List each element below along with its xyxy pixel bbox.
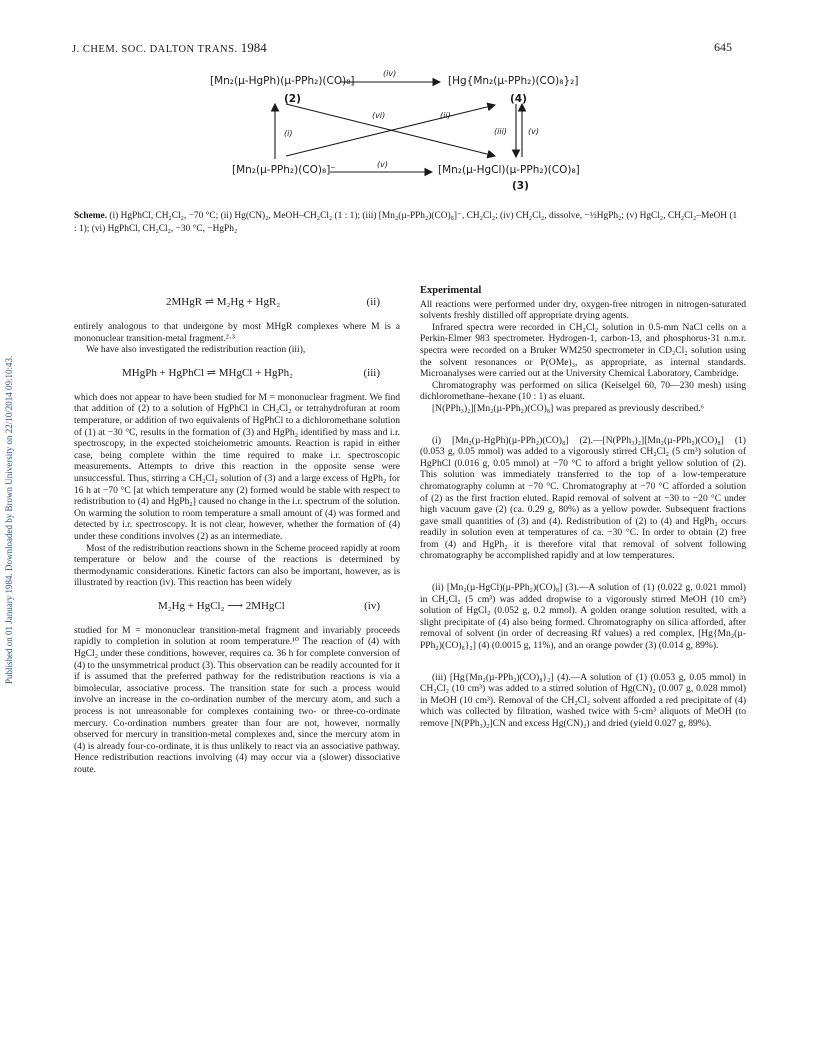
compound-4: [Hg{Mn₂(µ-PPh₂)(CO)₈}₂] <box>448 75 579 87</box>
equation-iv <box>74 589 400 625</box>
reaction-label-iv: (iv) <box>383 69 397 78</box>
reaction-label-v-vertical: (v) <box>528 127 539 136</box>
page-number: 645 <box>714 40 732 54</box>
reaction-label-ii: (ii) <box>440 111 451 120</box>
scheme-caption <box>74 210 742 235</box>
equation-iii-expression: MHgPh + HgPhCl ⇌ MHgCl + HgPh₂ <box>122 366 293 379</box>
journal-title: J. CHEM. SOC. DALTON TRANS. 1984 <box>72 40 267 55</box>
compound-1: [Mn₂(µ-PPh₂)(CO)₈]⁻ <box>232 164 336 176</box>
caption-text: (i) HgPhCl, CH₂Cl₂, −70 °C; (ii) Hg(CN)₂, MeOH–CH₂Cl₂ (1 : 1); (iii) [Mn₂(µ-PPh₂)(CO)₈]⁻, CH₂Cl₂; (iv) CH₂Cl₂, dissolve, −½HgPh₂; (v) HgCl₂, CH₂Cl₂–MeOH (1 : 1); (vi) HgPhCl, CH₂Cl₂, −30 °C, −HgPh₂ <box>74 211 738 234</box>
paragraph: All reactions were performed under dry, oxygen-free nitrogen in nitrogen-saturated solvents freshly distilled off appropriate drying agents. <box>420 298 746 322</box>
paragraph: (i) [Mn₂(µ-HgPh)(µ-PPh₂)(CO)₈] (2).—[N(PPh₃)₂][Mn₂(µ-PPh₂)(CO)₈] (1) (0.053 g, 0.05 mmol) was added to a vigorously stirred CH₂Cl₂ (5 cm³) solution of HgPhCl (0.016 g, 0.05 mmol) at −70 °C to afford a bright yellow solution of (2). This solution was immediately transferred to the top of a low-temperature chromatography column at −70 °C. Chromatography at −70 °C afforded a solution of (2) as the first fraction eluted. Rapid removal of solvent at −30 to −20 °C under high vacuum gave (2) (ca. 0.29 g, 80%) as a yellow powder. Subsequent fractions gave small quantities of (3) and (4). Redistribution of (2) to (4) and HgPh₂ occurs readily in solution even at temperatures of ca. −30 °C. In order to obtain (2) free from (4) and HgPh₂ it is therefore vital that removal of solvent following chromatography be accomplished rapidly and at low temperatures. <box>420 434 746 562</box>
equation-iii <box>74 356 400 392</box>
paragraph: (iii) [Hg{Mn₂(µ-PPh₂)(CO)₈}₂] (4).—A solution of (1) (0.053 g, 0.05 mmol) in CH₂Cl₂ (10 cm³) was added to a stirred solution of Hg(CN)₂ (0.007 g, 0.028 mmol) in MeOH (10 cm³). Removal of the CH₂Cl₂ solvent afforded a red precipitate of (4) which was collected by filtration, washed twice with 5-cm³ aliquots of MeOH (to remove [N(PPh₃)₂]CN and excess Hg(CN)₂) and dried (yield 0.027 g, 89%). <box>420 671 746 729</box>
label-2: (2) <box>284 93 301 105</box>
equation-iv-expression: M₂Hg + HgCl₂ ⟶ 2MHgCl <box>158 599 285 612</box>
equation-ii <box>74 285 400 321</box>
paragraph: (ii) [Mn₂(µ-HgCl)(µ-PPh₂)(CO)₈] (3).—A solution of (1) (0.022 g, 0.021 mmol) in CH₂Cl₂ (5 cm³) was added dropwise to a vigorously stirred MeOH (10 cm³) solution of HgCl₂ (0.052 g, 0.2 mmol). A golden orange solution resulted, with a slight precipitate of (4) also being formed. Chromatography on silica afforded, after removal of solvent (in order of decreasing Rf values) a red complex, [Hg{Mn₂(µ-PPh₂)(CO)₈}₂] (4) (0.0015 g, 11%), and an orange powder (3) (0.014 g, 89%). <box>420 582 746 652</box>
reaction-label-vi: (vi) <box>372 111 386 120</box>
paragraph: Chromatography was performed on silica (Keiselgel 60, 70—230 mesh) using dichloromethane–hexane (10 : 1) as eluant. <box>420 379 746 403</box>
label-4: (4) <box>510 93 527 105</box>
compound-2: [Mn₂(µ-HgPh)(µ-PPh₂)(CO)₈] <box>210 75 355 87</box>
equation-iii-label: (iii) <box>363 366 380 379</box>
paragraph: which does not appear to have been studied for M = mononuclear fragment. We find that addition of (2) to a solution of HgPhCl in CH₂Cl₂ or tetrahydrofuran at room temperature, or addition of two equivalents of HgPhCl to a dichloromethane solution of (1) at −30 °C, results in the formation of (3) and HgPh₂ identified by mass and i.r. spectroscopy, in the expected stoicheiometric amounts. Reaction is rapid in either case, being complete within the time required to make i.r. spectroscopic measurements. Attempts to drive this reaction in the opposite sense were unsuccessful. Thus, stirring a CH₂Cl₂ solution of (3) and a large excess of HgPh₂ for 16 h at −70 °C [at which temperature any (2) formed would be stable with respect to redistribution to (4) and HgPh₂] caused no change in the i.r. spectrum of the solution. On warming the solution to room temperature a small amount of (4) was formed and detected by i.r. spectroscopy. It is not clear, however, whether the formation of (4) under these conditions involves (2) as an intermediate. <box>74 391 400 542</box>
left-column <box>74 285 400 776</box>
label-3: (3) <box>512 180 529 192</box>
journal-year: 1984 <box>240 40 267 55</box>
section-heading: Experimental <box>420 285 482 296</box>
equation-ii-label: (ii) <box>366 296 380 308</box>
compound-3: [Mn₂(µ-HgCl)(µ-PPh₂)(CO)₈] <box>438 164 580 176</box>
reaction-label-i: (i) <box>284 129 293 138</box>
equation-ii-expression: 2MHgR ⇌ M₂Hg + HgR₂ <box>166 296 281 308</box>
caption-label: Scheme. <box>74 211 108 221</box>
reaction-scheme <box>150 62 710 202</box>
equation-iv-label: (iv) <box>364 599 380 612</box>
paragraph: We have also investigated the redistribution reaction (iii), <box>86 344 306 356</box>
reaction-label-v-horizontal: (v) <box>377 160 388 169</box>
paragraph: Most of the redistribution reactions shown in the Scheme proceed rapidly at room temperature or below and the course of the reactions is determined by thermodynamic considerations. Kinetic factors can also be important, however, as is illustrated by reaction (iv). This reaction has been widely <box>74 542 400 589</box>
page-header <box>72 40 732 56</box>
paragraph: Infrared spectra were recorded in CH₂Cl₂ solution in 0.5-mm NaCl cells on a Perkin-Elmer 983 spectrometer. Hydrogen-1, carbon-13, and phosphorus-31 n.m.r. spectra were recorded on a Bruker WM250 spectrometer in CD₂Cl₂ solution using the solvent resonances or P(OMe)₃, as appropriate, as internal standards. Microanalyses were carried out at the University Chemical Laboratory, Cambridge. <box>420 321 746 380</box>
paragraph: entirely analogous to that undergone by most MHgR complexes where M is a mononuclear transition-metal fragment.²·³ <box>74 321 400 344</box>
paragraph: studied for M = mononuclear transition-metal fragment and invariably proceeds rapidly to completion in solution at room temperature.¹⁰ The reaction of (4) with HgCl₂ under these conditions, however, requires ca. 36 h for complete conversion of (4) to the unsymmetrical product (3). This observation can be readily accounted for it if is assumed that the preferred pathway for the redistribution reactions is via a bimolecular, associative process. The transition state for such a process would involve an increase in the co-ordination number of the mercury atom, and such a process is not unreasonable for complexes containing two- or three-co-ordinate mercury. Co-ordination numbers greater than four are not, however, normally observed for mercury in transition-metal complexes and, since the mercury atom in (4) is already four-co-ordinate, it is thus unlikely to react via an associative pathway. Hence redistribution reactions involving (4) may occur via a (slower) dissociative route. <box>74 624 400 775</box>
reaction-label-iii: (iii) <box>494 127 507 136</box>
right-column <box>420 285 746 730</box>
download-watermark: Published on 01 January 1984. Downloaded by Brown University on 22/10/2014 09:10:43. <box>4 355 14 685</box>
paragraph: [N(PPh₃)₂][Mn₂(µ-PPh₂)(CO)₈] was prepared as previously described.⁶ <box>432 402 705 414</box>
